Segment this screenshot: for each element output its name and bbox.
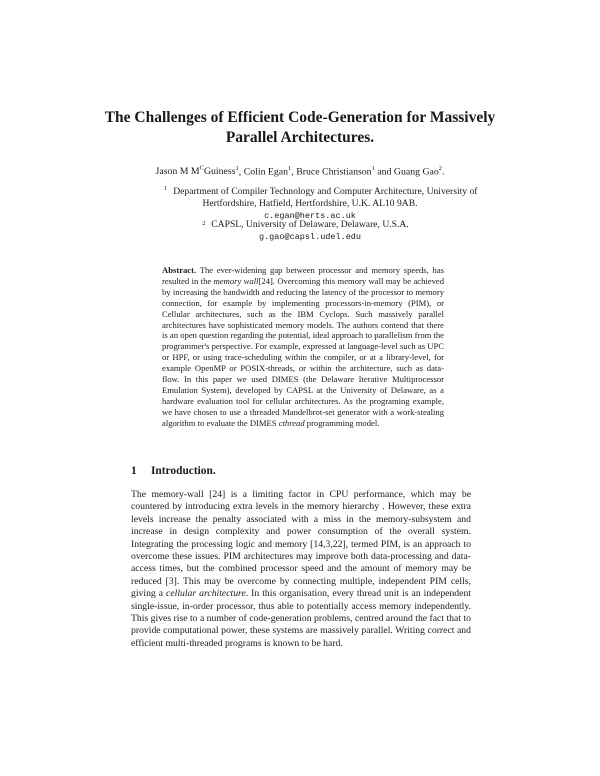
affiliation-line: Department of Compiler Technology and Computer Architecture, University of [173,186,478,198]
section-title: Introduction. [151,465,216,477]
author-name: Guang Gao [393,166,439,178]
author-list: Jason M $M^CGuiness^1$, Colin Egan$^1$, Bruce Christianson$^1$ and Guang Gao$^2$. [155,165,445,178]
affiliation-mark: 2 [438,165,443,172]
affiliation-mark: 1 [371,165,375,172]
affiliation-mark: 1 [288,165,292,172]
affiliation-mark: 2 [202,220,206,227]
abstract-label: Abstract. [162,265,197,275]
affiliation-line: CAPSL, University of Delaware, Delaware, U.S.A. [211,219,409,230]
section-heading [131,465,216,477]
author-name: Jason M $M^CGuiness$ [155,165,236,178]
abstract: Abstract. The ever-widening gap between processor and memory speeds, has resulted in the memory wall[24]. Overcoming this memory wall may be achieved by increasing the bandwidth and reducing the latency of the processor to memory connection, for example by implementing processors-in-memory (PIM), or Cellular architectures, such as the IBM Cyclops. Such massively parallel architectures have sophisticated memory models. The authors contend that there is an open question regarding the potential, ideal approach to parallelism from the programmer's perspective. For example, expressed at language-level such as UPC or HPF, or using trace-scheduling within the compiler, or at a library-level, for example OpenMP or POSIX-threads, or within the architecture, such as data-flow. In this paper we used DIMES (the Delaware Iterative Multiprocessor Emulation System), developed by CAPSL at the University of Delaware, as a hardware evaluation tool for cellular architectures. As the programing example, we have chosen to use a threaded Mandelbrot-set generator with a work-stealing algorithm to evaluate the DIMES cthread programming model. [162,265,444,428]
author-name: Bruce Christianson [296,166,372,178]
author-name: Colin Egan [243,166,289,178]
author-email: c.egan@herts.ac.uk [264,211,356,222]
affiliation-1 [164,183,478,222]
paper-title: The Challenges of Efficient Code-Generation for Massively Parallel Architectures. [104,109,496,146]
affiliation-mark: 1 [164,185,168,192]
affiliation-line: Hertfordshire, Hatfield, Hertfordshire, U.K. AL10 9AB. [202,198,418,210]
affiliation-mark: 1 [235,165,239,172]
affiliation-2 [165,219,455,243]
author-email: g.gao@capsl.udel.edu [258,232,362,242]
section-number: 1 [131,465,137,477]
introduction-paragraph: The memory-wall [24] is a limiting factor in CPU performance, which may be countered by introducing extra levels in the memory hierarchy . However, these extra levels increase the penalty associated with a miss in the memory-subsystem and increase in design complexity and power consumption of the overall system. Integrating the processing logic and memory [14,3,22], termed PIM, is an approach to overcome these issues. PIM architectures may improve both data-processing and data-access times, but the combined processor speed and the amount of memory may be reduced [3]. This may be overcome by connecting multiple, independent PIM cells, giving a cellular architecture. In this organisation, every thread unit is an independent single-issue, in-order processor, thus able to potentially access memory independently. This gives rise to a number of code-generation problems, centred around the fact that to provide computational power, these systems are massively parallel. Writing correct and efficient multi-threaded programs is known to be hard. [131,489,471,649]
